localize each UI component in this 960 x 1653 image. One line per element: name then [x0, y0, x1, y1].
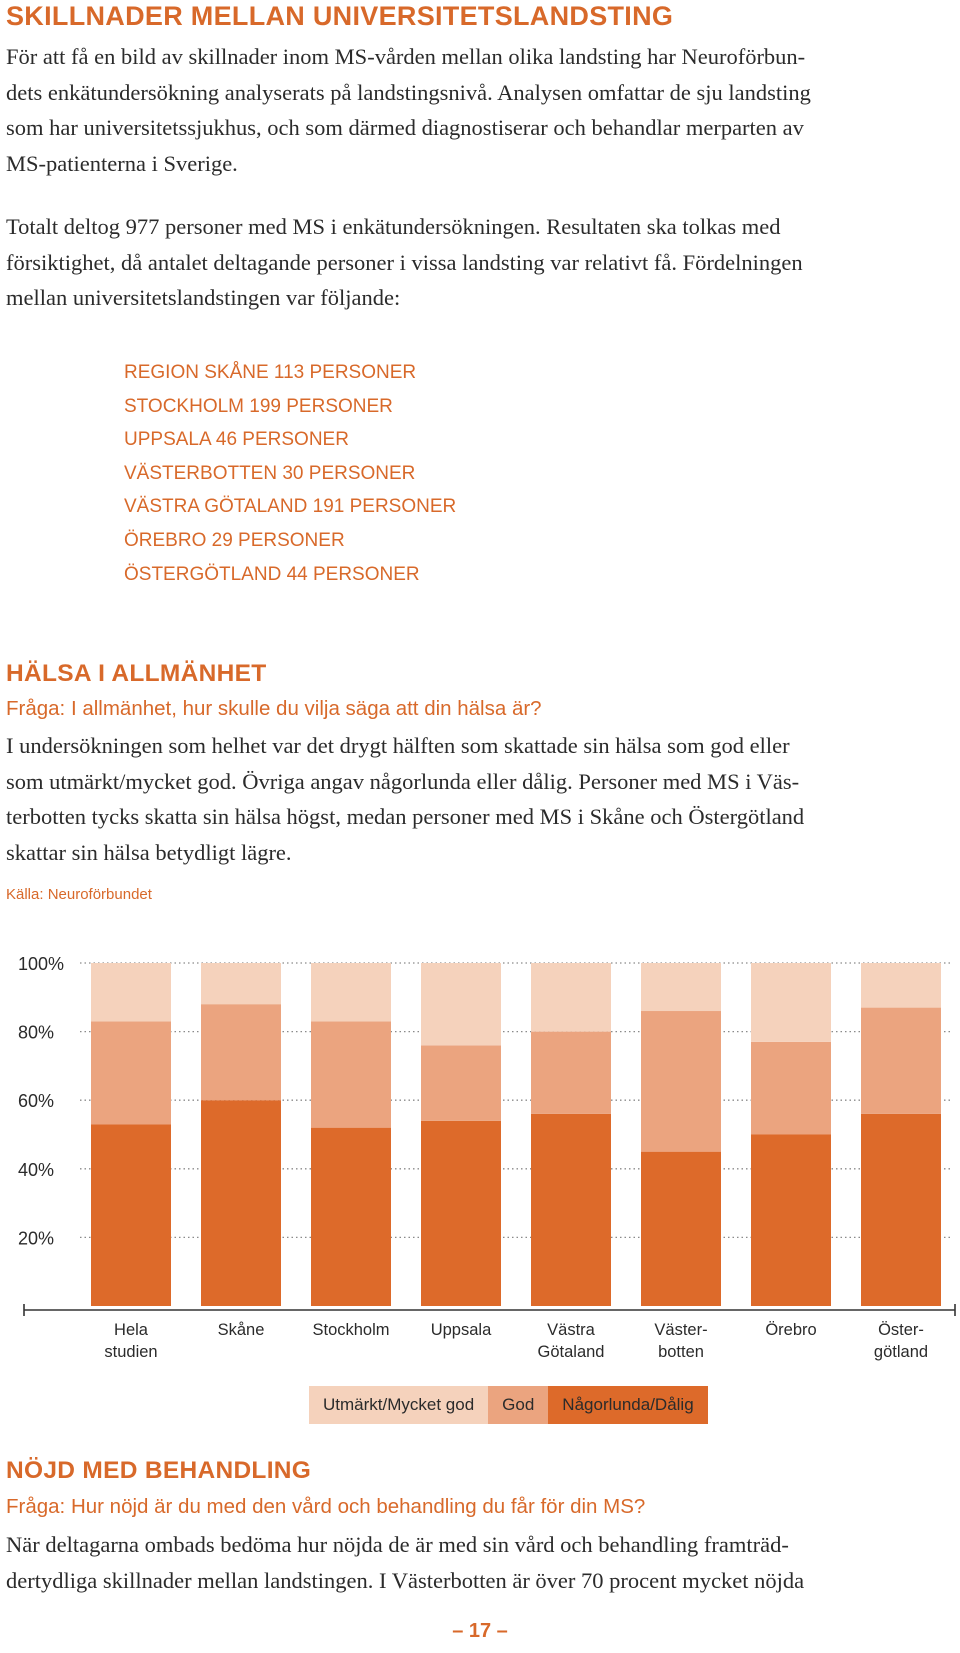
- region-item: ÖREBRO 29 PERSONER: [124, 529, 345, 551]
- x-category-label: [654, 1321, 707, 1361]
- bar-segment: [531, 1114, 611, 1306]
- bar-segment: [641, 963, 721, 1011]
- y-tick-label: 100%: [18, 954, 65, 974]
- health-line: terbotten tycks skatta sin hälsa högst, medan personer med MS i Skåne och Östergötland: [6, 804, 805, 829]
- x-category-label: [431, 1321, 492, 1339]
- satisfaction-paragraph: [6, 1527, 951, 1598]
- region-item: REGION SKÅNE 113 PERSONER: [124, 362, 417, 383]
- survey-line: mellan universitetslandstingen var följande:: [6, 285, 401, 310]
- health-stacked-bar-chart: [0, 930, 960, 1370]
- health-line: som utmärkt/mycket god. Övriga angav någorlunda eller dålig. Personer med MS i Väs-: [6, 768, 800, 794]
- region-participant-list: [124, 356, 456, 591]
- region-item: ÖSTERGÖTLAND 44 PERSONER: [124, 563, 420, 585]
- satisfaction-line: När deltagarna ombads bedöma hur nöjda de är med sin vård och behandling framträd-: [6, 1532, 789, 1557]
- x-category-label: [874, 1321, 928, 1361]
- satisfaction-line: dertydliga skillnader mellan landstingen. I Västerbotten är över 70 procent mycket nöjda: [6, 1567, 805, 1593]
- bar-segment: [91, 1021, 171, 1124]
- bar-segment: [91, 963, 171, 1021]
- region-item: UPPSALA 46 PERSONER: [124, 429, 349, 451]
- legend-item: Utmärkt/Mycket god: [309, 1386, 488, 1424]
- x-category-label-line: botten: [658, 1343, 704, 1361]
- x-category-label-line: studien: [104, 1343, 158, 1361]
- page-number: – 17 –: [452, 1620, 508, 1642]
- bar-segment: [201, 963, 281, 1004]
- section-title-differences: SKILLNADER MELLAN UNIVERSITETSLANDSTING: [6, 1, 674, 31]
- x-category-label-line: Väster-: [654, 1321, 708, 1339]
- y-tick-label: 60%: [18, 1091, 55, 1112]
- x-category-label-line: Västra: [547, 1321, 595, 1339]
- chart-legend: [309, 1386, 708, 1424]
- bar-segment: [861, 1114, 941, 1306]
- y-tick-label: 40%: [18, 1159, 55, 1180]
- bar-segment: [751, 963, 831, 1042]
- bar-segment: [531, 963, 611, 1032]
- x-category-label: [218, 1321, 265, 1339]
- intro-line: För att få en bild av skillnader inom MS-vården mellan olika landsting har Neuroförbun-: [6, 44, 806, 69]
- section-title-satisfaction: NÖJD MED BEHANDLING: [6, 1457, 312, 1484]
- region-item: VÄSTERBOTTEN 30 PERSONER: [124, 462, 416, 484]
- health-question: Fråga: I allmänhet, hur skulle du vilja säga att din hälsa är?: [6, 697, 542, 720]
- section-title-health: HÄLSA I ALLMÄNHET: [6, 660, 267, 687]
- health-line: I undersökningen som helhet var det drygt hälften som skattade sin hälsa som god eller: [6, 733, 790, 758]
- survey-line: försiktighet, då antalet deltagande personer i vissa landsting var relativt få. Fördelningen: [6, 249, 803, 275]
- bar-segment: [91, 1124, 171, 1306]
- y-tick-label: 20%: [18, 1228, 55, 1249]
- region-item: STOCKHOLM 199 PERSONER: [124, 395, 393, 417]
- bar-segment: [751, 1042, 831, 1135]
- x-category-label-line: götland: [873, 1343, 929, 1361]
- x-category-label: [538, 1321, 605, 1361]
- health-line: skattar sin hälsa betydligt lägre.: [6, 839, 292, 865]
- intro-line: MS-patienterna i Sverige.: [6, 150, 238, 176]
- x-category-label: [312, 1321, 389, 1339]
- bar-segment: [751, 1135, 831, 1307]
- legend-item: Någorlunda/Dålig: [548, 1386, 707, 1424]
- bar-segment: [861, 1008, 941, 1114]
- x-category-label: [104, 1321, 157, 1361]
- bar-segment: [201, 1100, 281, 1306]
- bar-segment: [311, 963, 391, 1021]
- intro-line: som har universitetssjukhus, och som därmed diagnostiserar och behandlar merparten av: [6, 115, 804, 140]
- bar-segment: [531, 1032, 611, 1114]
- x-category-label: [765, 1321, 816, 1339]
- bar-segment: [201, 1004, 281, 1100]
- satisfaction-question: Fråga: Hur nöjd är du med den vård och behandling du får för din MS?: [6, 1495, 646, 1518]
- intro-line: dets enkätundersökning analyserats på landstingsnivå. Analysen omfattar de sju landsting: [6, 79, 811, 105]
- legend-item: God: [488, 1386, 548, 1424]
- chart-source: Källa: Neuroförbundet: [6, 886, 152, 903]
- x-category-label-line: Örebro: [765, 1321, 817, 1339]
- survey-line: Totalt deltog 977 personer med MS i enkätundersökningen. Resultaten ska tolkas med: [6, 214, 781, 239]
- bar-segment: [641, 1152, 721, 1306]
- x-category-label-line: Götaland: [537, 1343, 605, 1361]
- health-paragraph: [6, 728, 951, 870]
- x-category-label-line: Stockholm: [312, 1321, 390, 1339]
- x-category-label-line: Hela: [114, 1321, 148, 1339]
- x-category-label-line: Uppsala: [430, 1321, 492, 1339]
- x-category-label-line: Skåne: [217, 1321, 265, 1339]
- bar-segment: [861, 963, 941, 1008]
- region-item: VÄSTRA GÖTALAND 191 PERSONER: [124, 496, 457, 518]
- y-tick-label: 80%: [18, 1022, 55, 1043]
- bar-segment: [641, 1011, 721, 1152]
- bar-segment: [311, 1128, 391, 1306]
- bar-segment: [311, 1021, 391, 1127]
- bar-segment: [421, 963, 501, 1045]
- survey-paragraph: [6, 209, 951, 316]
- bar-segment: [421, 1045, 501, 1120]
- intro-paragraph: [6, 39, 951, 181]
- bar-segment: [421, 1121, 501, 1306]
- x-category-label-line: Öster-: [878, 1321, 924, 1339]
